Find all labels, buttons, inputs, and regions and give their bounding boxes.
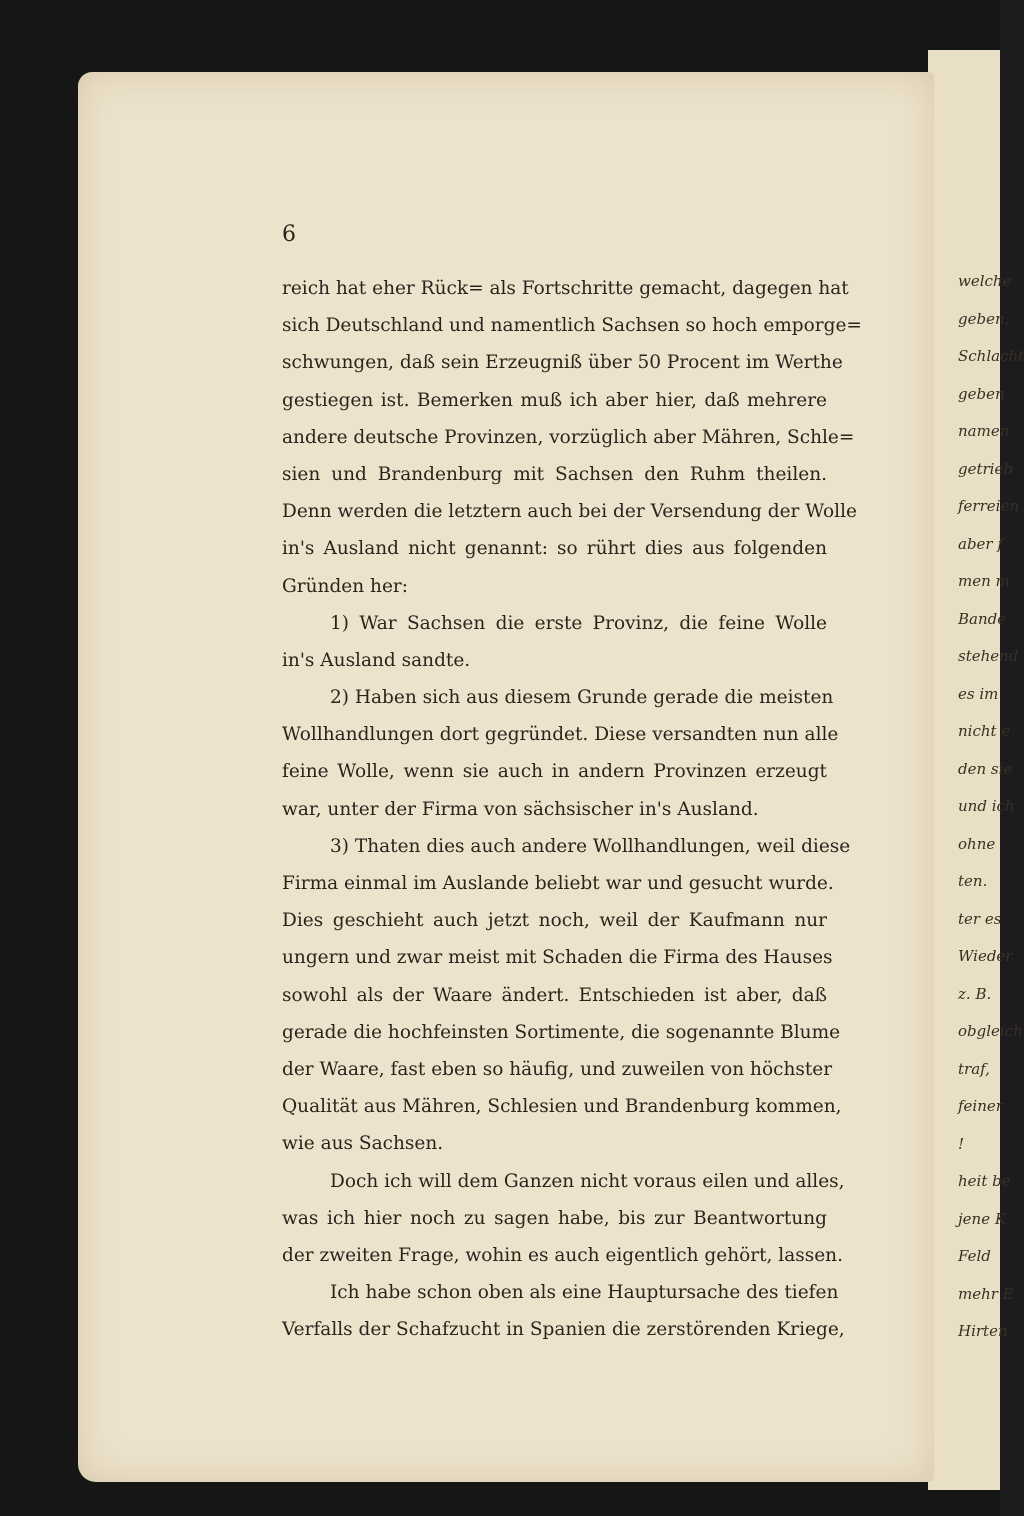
facing-page-line: aber f (958, 534, 1003, 553)
facing-page-line: z. B. (958, 984, 992, 1003)
text-line: Gründen her: (282, 575, 408, 597)
page-text-block (282, 270, 862, 1348)
text-line: wie aus Sachsen. (282, 1133, 444, 1155)
text-line: Denn werden die letztern auch bei der Versendung der Wolle (282, 501, 857, 523)
facing-page-line: ! (958, 1134, 965, 1153)
facing-page-edge (928, 50, 1024, 1490)
text-line: in's Ausland nicht genannt: so rührt dies aus folgenden (282, 538, 827, 560)
text-line: Verfalls der Schafzucht in Spanien die zerstörenden Kriege, (282, 1319, 845, 1341)
page-number: 6 (282, 222, 296, 247)
text-line: Ich habe schon oben als eine Hauptursache des tiefen (330, 1282, 839, 1304)
facing-page-line: ter es (958, 909, 1002, 928)
facing-page-line: obgleich (958, 1022, 1023, 1040)
text-line: der zweiten Frage, wohin es auch eigentlich gehört, lassen. (282, 1244, 843, 1266)
text-line: war, unter der Firma von sächsischer in's Ausland. (282, 798, 759, 820)
text-line: sowohl als der Waare ändert. Entschieden ist aber, daß (282, 984, 827, 1006)
text-line: sien und Brandenburg mit Sachsen den Ruhm theilen. (282, 463, 827, 485)
facing-page-line: den sie (958, 759, 1013, 778)
facing-page-line: Feld (958, 1247, 991, 1265)
facing-page-line: Wieder (958, 947, 1013, 965)
text-line: was ich hier noch zu sagen habe, bis zur Beantwortung (282, 1207, 827, 1229)
facing-page-line: feiner (958, 1097, 1003, 1115)
text-line: 1) War Sachsen die erste Provinz, die feine Wolle (330, 612, 827, 634)
facing-page-line: geben. (958, 309, 1010, 328)
facing-page-line: stehend (958, 647, 1019, 665)
text-line: Qualität aus Mähren, Schlesien und Brandenburg kommen, (282, 1096, 842, 1118)
facing-page-line: und ich (958, 797, 1015, 815)
facing-page-line: welche (958, 272, 1012, 290)
text-line: sich Deutschland und namentlich Sachsen so hoch emporge= (282, 315, 862, 337)
facing-page-line: namen (958, 422, 1010, 440)
text-line: 2) Haben sich aus diesem Grunde gerade die meisten (330, 687, 834, 709)
facing-page-line: es im (958, 684, 999, 703)
facing-page-line: men m (958, 572, 1010, 590)
text-line: Wollhandlungen dort gegründet. Diese versandten nun alle (282, 724, 839, 746)
facing-page-line: Hirten (958, 1322, 1008, 1340)
text-line: andere deutsche Provinzen, vorzüglich aber Mähren, Schle= (282, 426, 855, 448)
facing-page-line: ten. (958, 872, 988, 890)
text-line: ungern und zwar meist mit Schaden die Firma des Hauses (282, 947, 833, 969)
facing-page-line: geben (958, 384, 1005, 403)
text-line: feine Wolle, wenn sie auch in andern Provinzen erzeugt (282, 761, 827, 783)
text-line: schwungen, daß sein Erzeugniß über 50 Procent im Werthe (282, 352, 843, 374)
text-line: Doch ich will dem Ganzen nicht voraus eilen und alles, (330, 1170, 845, 1192)
facing-page-line: ferreien (958, 497, 1019, 515)
text-line: gestiegen ist. Bemerken muß ich aber hier, daß mehrere (282, 389, 827, 411)
facing-page-line: nicht e (958, 722, 1011, 740)
facing-page-line: jene K (958, 1209, 1007, 1228)
text-line: gerade die hochfeinsten Sortimente, die sogenannte Blume (282, 1021, 841, 1043)
facing-page-line: traf, (958, 1059, 990, 1078)
text-line: Firma einmal im Auslande beliebt war und gesucht wurde. (282, 873, 834, 894)
facing-page-line: ohne (958, 834, 996, 853)
facing-page-line: mehr E (958, 1284, 1014, 1303)
facing-page-line: Schlacht (958, 347, 1024, 365)
facing-page-line: Bande (958, 609, 1007, 628)
text-line: in's Ausland sandte. (282, 649, 471, 671)
facing-page-line: getrieb (958, 459, 1013, 478)
text-line: der Waare, fast eben so häufig, und zuweilen von höchster (282, 1058, 833, 1080)
text-line: 3) Thaten dies auch andere Wollhandlungen, weil diese (330, 835, 851, 857)
facing-page-line: heit be (958, 1172, 1011, 1190)
text-line: reich hat eher Rück= als Fortschritte gemacht, dagegen hat (282, 278, 849, 299)
text-line: Dies geschieht auch jetzt noch, weil der Kaufmann nur (282, 910, 827, 932)
